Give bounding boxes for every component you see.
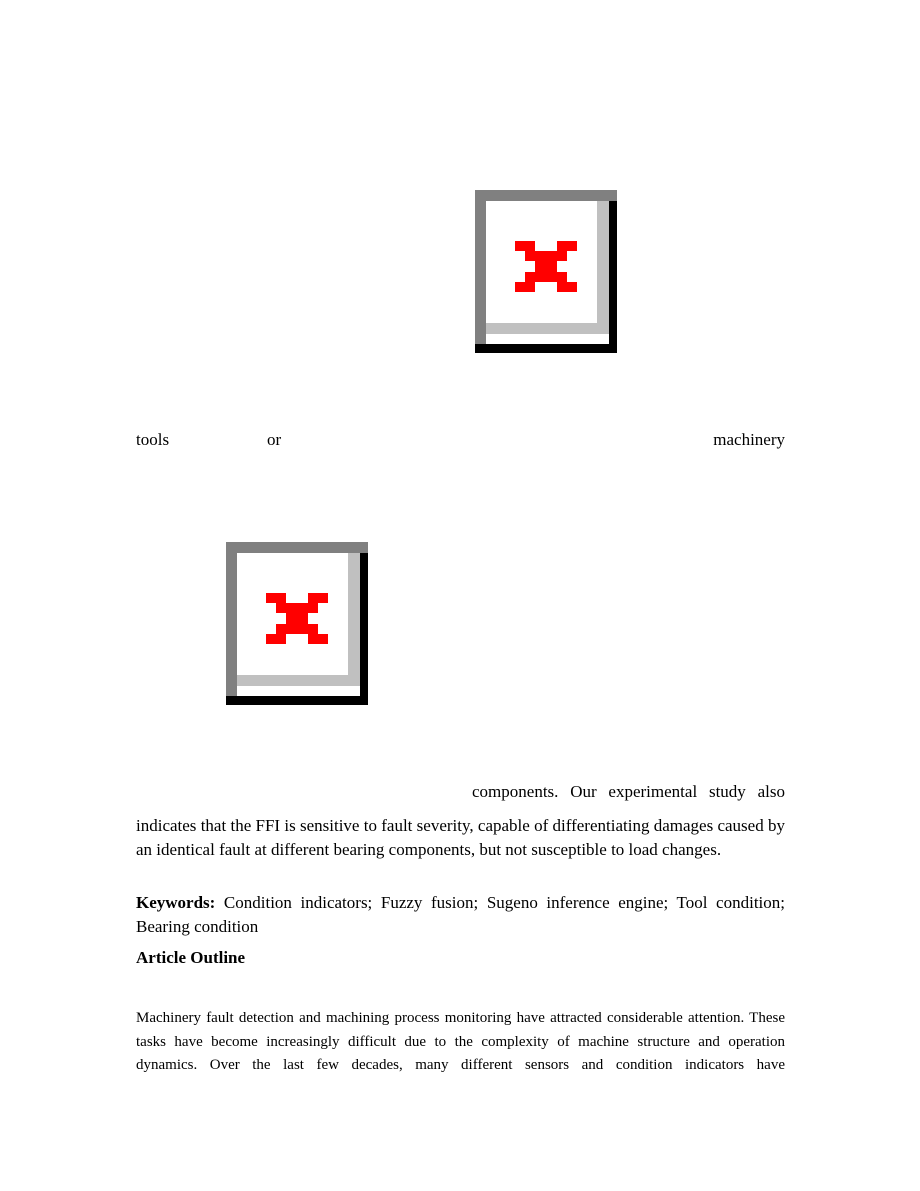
- image-frame: [226, 696, 368, 705]
- image-frame-inner: [597, 201, 609, 333]
- keywords-text: Condition indicators; Fuzzy fusion; Sugeno inference engine; Tool condition; Bearing condition: [136, 893, 785, 936]
- keywords-label: Keywords:: [136, 893, 216, 912]
- image-frame-inner: [486, 323, 609, 334]
- image-frame-inner: [348, 553, 360, 685]
- broken-image-2: [226, 542, 368, 705]
- broken-image-icon: [266, 593, 328, 644]
- broken-image-1: [475, 190, 617, 353]
- outline-heading: Article Outline: [136, 948, 246, 967]
- fragment-word: or: [267, 430, 282, 449]
- image-frame: [226, 542, 237, 705]
- intro-paragraph: [136, 1007, 785, 1078]
- image-frame-inner: [237, 675, 360, 686]
- intro-text: Machinery fault detection and machining process monitoring have attracted considerable attention. These tasks have become increasingly difficult due to the complexity of machine structure and operation dynamics. Over the last few decades, many different sensors and condition indicators have: [136, 1010, 785, 1073]
- image-frame: [226, 542, 368, 553]
- fragment-word: tools: [136, 430, 170, 449]
- broken-image-icon: [515, 241, 577, 292]
- image-frame: [360, 553, 368, 705]
- abstract-tail-line: components. Our experimental study also: [472, 782, 785, 801]
- fragment-word: machinery: [713, 430, 785, 449]
- abstract-paragraph: indicates that the FFI is sensitive to fault severity, capable of differentiating damages caused by an identical fault at different bearing components, but not susceptible to load changes.: [136, 816, 785, 859]
- image-frame: [609, 201, 617, 353]
- image-frame: [475, 344, 617, 353]
- image-frame: [475, 190, 617, 201]
- keywords: [136, 891, 785, 938]
- image-frame: [475, 190, 486, 353]
